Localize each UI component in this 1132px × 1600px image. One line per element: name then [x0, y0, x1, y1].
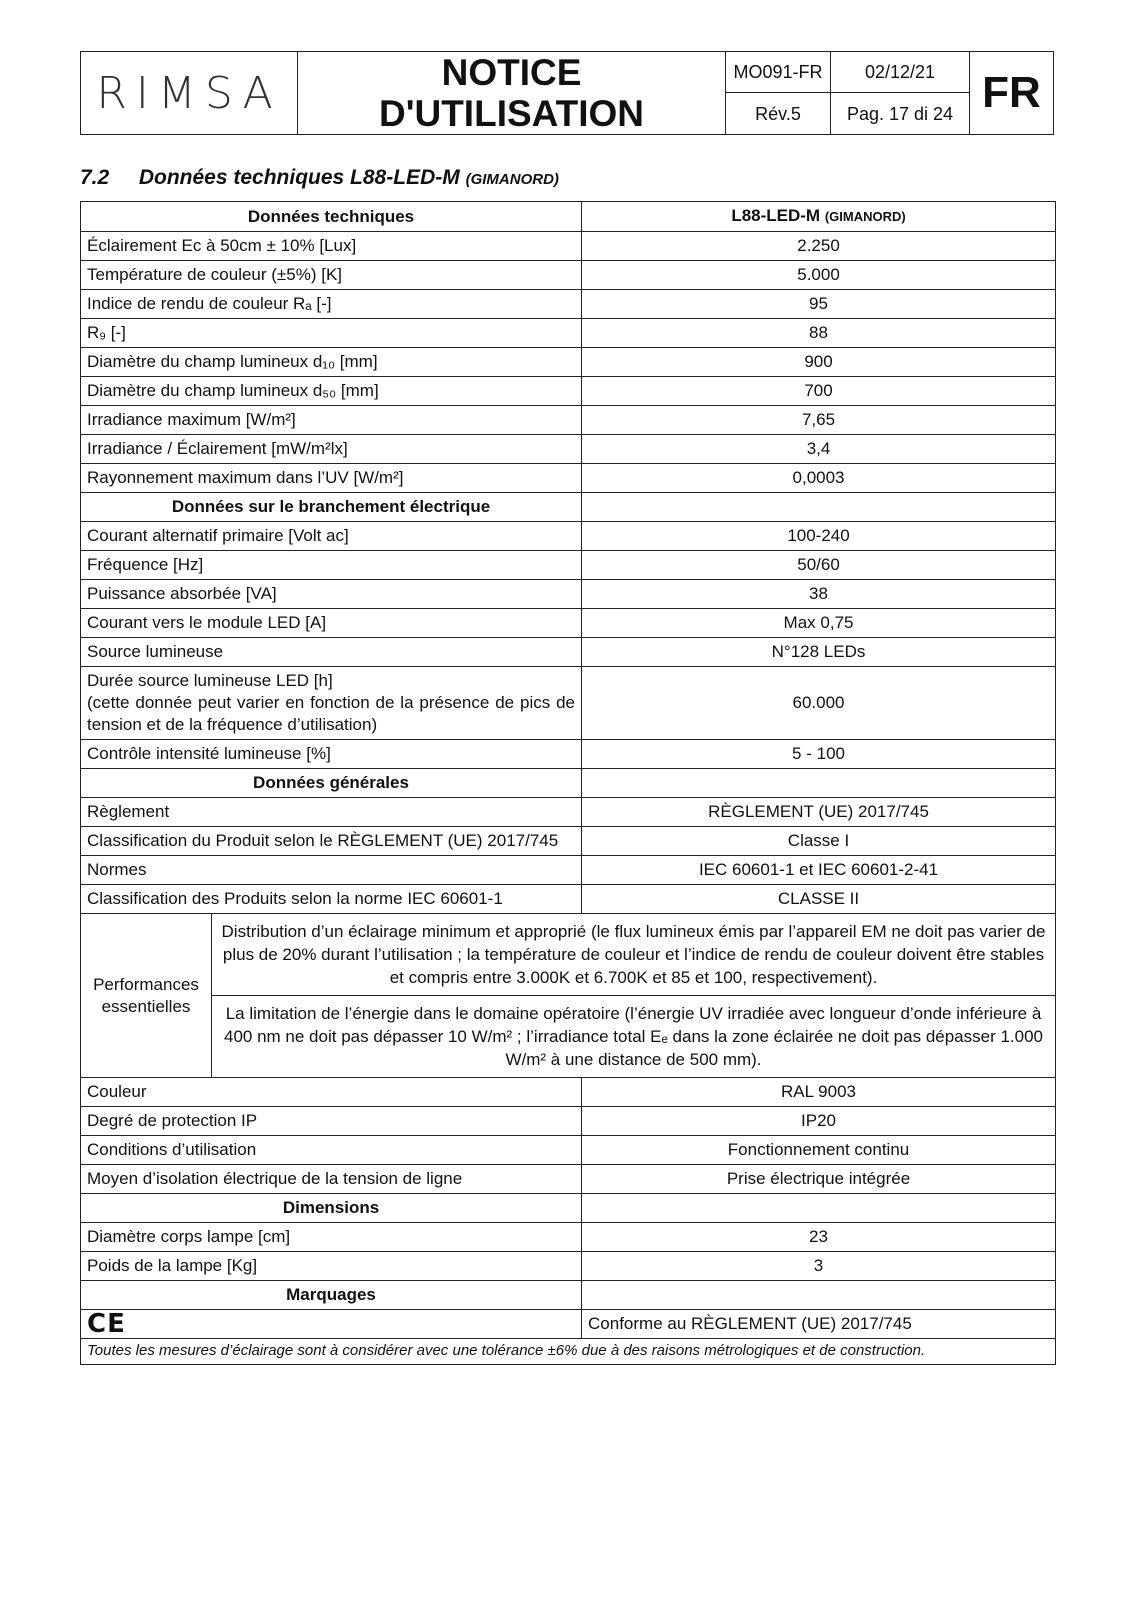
head-right	[582, 202, 1056, 232]
table-row	[81, 377, 1056, 406]
title-line-2: D'UTILISATION	[378, 93, 645, 134]
row-value: 3,4	[582, 435, 1056, 464]
doc-revision: Rév.5	[726, 93, 831, 135]
dim-section-head-label: Dimensions	[81, 1194, 582, 1223]
row-value: 23	[582, 1223, 1056, 1252]
elec-section-head-empty	[582, 493, 1056, 522]
perf-text-1: Distribution d’un éclairage minimum et approprié (le flux lumineux émis par l’appareil EM ne doit pas varier de plus de 20% durant l’utilisation ; la température de couleur et l’indice de rendu de couleur doivent être stables et compris entre 3.000K et 6.700K et 85 et 100, respectivement).	[212, 914, 1056, 996]
logo-text: RIMSA	[96, 67, 282, 119]
row-label: Courant alternatif primaire [Volt ac]	[81, 522, 582, 551]
row-label: Rayonnement maximum dans l’UV [W/m²]	[81, 464, 582, 493]
duree-label	[81, 667, 582, 740]
row-label: Irradiance maximum [W/m²]	[81, 406, 582, 435]
row-value: 95	[582, 290, 1056, 319]
row-label: Degré de protection IP	[81, 1107, 582, 1136]
dim-section-head-empty	[582, 1194, 1056, 1223]
row-label: Conditions d’utilisation	[81, 1136, 582, 1165]
section-number: 7.2	[80, 166, 110, 189]
document-title	[298, 52, 726, 134]
table-row	[81, 638, 1056, 667]
table-row	[81, 798, 1056, 827]
row-label: R₉ [-]	[81, 319, 582, 348]
dim-section-head	[81, 1194, 1056, 1223]
doc-code: MO091-FR	[726, 52, 831, 93]
row-label: Moyen d’isolation électrique de la tension de ligne	[81, 1165, 582, 1194]
row-value: 3	[582, 1252, 1056, 1281]
note-row	[81, 1339, 1056, 1365]
row-value: N°128 LEDs	[582, 638, 1056, 667]
table-row	[81, 232, 1056, 261]
table-row	[81, 885, 1056, 914]
table-row	[81, 580, 1056, 609]
table-row	[81, 1107, 1056, 1136]
table-row	[81, 740, 1056, 769]
table-row	[81, 522, 1056, 551]
controle-value: 5 - 100	[582, 740, 1056, 769]
row-value: RAL 9003	[582, 1078, 1056, 1107]
table-row	[81, 1136, 1056, 1165]
doc-page: Pag. 17 di 24	[846, 103, 954, 124]
row-value: 2.250	[582, 232, 1056, 261]
row-value: 0,0003	[582, 464, 1056, 493]
row-label: Diamètre du champ lumineux d₁₀ [mm]	[81, 348, 582, 377]
perf-label: Performances essentielles	[81, 914, 212, 1078]
row-label: Règlement	[81, 798, 582, 827]
language-code: FR	[982, 68, 1041, 117]
perf-row-1	[81, 914, 1056, 996]
gen-section-head-empty	[582, 769, 1056, 798]
section-title-small: (GIMANORD)	[465, 171, 559, 188]
table-row	[81, 856, 1056, 885]
gen-section-head-label: Données générales	[81, 769, 582, 798]
row-value: Classe I	[582, 827, 1056, 856]
mark-section-head-empty	[582, 1281, 1056, 1310]
row-value: 38	[582, 580, 1056, 609]
row-value: IEC 60601-1 et IEC 60601-2-41	[582, 856, 1056, 885]
row-value: Fonctionnement continu	[582, 1136, 1056, 1165]
company-logo	[81, 52, 298, 134]
perf-text-2: La limitation de l’énergie dans le domaine opératoire (l’énergie UV irradiée avec longueur d’onde inférieure à 400 nm ne doit pas dépasser 10 W/m² ; l’irradiance total Eₑ dans la zone éclairée ne doit pas dépasser 1.000 W/m² à une distance de 500 mm).	[212, 996, 1056, 1078]
table-row	[81, 261, 1056, 290]
row-label: Diamètre corps lampe [cm]	[81, 1223, 582, 1252]
row-value: 50/60	[582, 551, 1056, 580]
controle-label: Contrôle intensité lumineuse [%]	[81, 740, 582, 769]
row-label: Température de couleur (±5%) [K]	[81, 261, 582, 290]
row-label: Classification du Produit selon le RÈGLEMENT (UE) 2017/745	[81, 827, 582, 856]
row-label: Puissance absorbée [VA]	[81, 580, 582, 609]
row-label: Couleur	[81, 1078, 582, 1107]
row-label: Source lumineuse	[81, 638, 582, 667]
row-value: 88	[582, 319, 1056, 348]
table-header-row	[81, 202, 1056, 232]
elec-section-head	[81, 493, 1056, 522]
table-row	[81, 1223, 1056, 1252]
row-value: CLASSE II	[582, 885, 1056, 914]
duree-label-2: (cette donnée peut varier en fonction de la présence de pics de tension et de la fréquence d’utilisation)	[87, 693, 576, 734]
table-row	[81, 667, 1056, 740]
row-label: Diamètre du champ lumineux d₅₀ [mm]	[81, 377, 582, 406]
row-value: Prise électrique intégrée	[582, 1165, 1056, 1194]
document-header	[80, 51, 1054, 135]
table-row	[81, 464, 1056, 493]
row-value: Max 0,75	[582, 609, 1056, 638]
head-left: Données techniques	[81, 202, 582, 232]
row-value: 900	[582, 348, 1056, 377]
section-title-main: Données techniques L88-LED-M	[138, 166, 460, 189]
mark-section-head-label: Marquages	[81, 1281, 582, 1310]
duree-value: 60.000	[582, 667, 1056, 740]
gen-section-head	[81, 769, 1056, 798]
ce-mark-icon: CE	[81, 1310, 582, 1339]
row-label: Normes	[81, 856, 582, 885]
table-row	[81, 406, 1056, 435]
head-right-main: L88-LED-M	[731, 206, 821, 225]
table-row	[81, 827, 1056, 856]
table-row	[81, 1165, 1056, 1194]
duree-label-1: Durée source lumineuse LED [h]	[87, 671, 333, 690]
document-meta	[726, 52, 970, 134]
doc-date: 02/12/21	[831, 52, 969, 93]
row-label: Éclairement Ec à 50cm ± 10% [Lux]	[81, 232, 582, 261]
title-line-1: NOTICE	[441, 52, 582, 93]
perf-row-2	[81, 996, 1056, 1078]
row-value: 100-240	[582, 522, 1056, 551]
ce-row	[81, 1310, 1056, 1339]
mark-section-head	[81, 1281, 1056, 1310]
table-row	[81, 319, 1056, 348]
row-label: Fréquence [Hz]	[81, 551, 582, 580]
head-right-small: (GIMANORD)	[824, 209, 906, 224]
spec-table	[80, 201, 1056, 1365]
row-value: 7,65	[582, 406, 1056, 435]
row-label: Indice de rendu de couleur Rₐ [-]	[81, 290, 582, 319]
row-label: Irradiance / Éclairement [mW/m²lx]	[81, 435, 582, 464]
elec-section-head-label: Données sur le branchement électrique	[81, 493, 582, 522]
table-row	[81, 290, 1056, 319]
table-row	[81, 348, 1056, 377]
table-row	[81, 609, 1056, 638]
row-value: RÈGLEMENT (UE) 2017/745	[582, 798, 1056, 827]
table-row	[81, 551, 1056, 580]
ce-value: Conforme au RÈGLEMENT (UE) 2017/745	[582, 1310, 1056, 1339]
row-value: 700	[582, 377, 1056, 406]
row-value: IP20	[582, 1107, 1056, 1136]
section-title	[80, 166, 559, 190]
table-row	[81, 1252, 1056, 1281]
table-row	[81, 1078, 1056, 1107]
row-label: Poids de la lampe [Kg]	[81, 1252, 582, 1281]
tolerance-note: Toutes les mesures d’éclairage sont à considérer avec une tolérance ±6% due à des raisons métrologiques et de construction.	[81, 1339, 1056, 1365]
table-row	[81, 435, 1056, 464]
row-label: Classification des Produits selon la norme IEC 60601-1	[81, 885, 582, 914]
row-label: Courant vers le module LED [A]	[81, 609, 582, 638]
row-value: 5.000	[582, 261, 1056, 290]
